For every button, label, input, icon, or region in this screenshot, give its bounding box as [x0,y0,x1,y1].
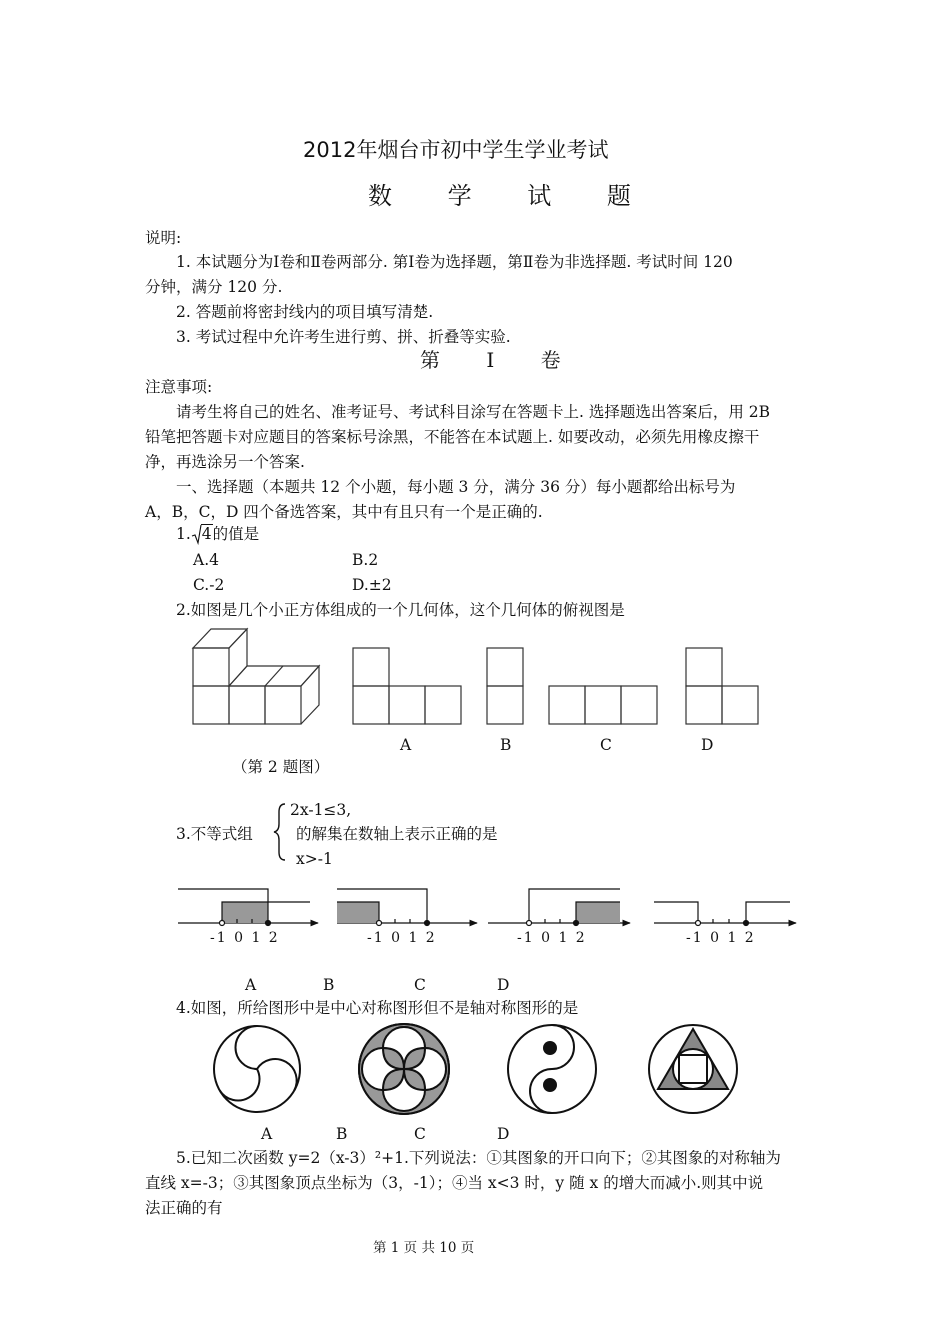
q3-prefix: 3.不等式组 [176,825,253,843]
page-footer: 第 1 页 共 10 页 [373,1240,475,1256]
q3-axis-ticks-c: -1 0 1 2 [517,930,587,946]
part1-line-2: A，B，C，D 四个备选答案，其中有且只有一个是正确的. [145,503,543,521]
page-title: 2012年烟台市初中学生学业考试 [303,138,609,162]
intro-heading: 说明: [145,229,182,247]
q1-prefix: 1. [176,525,191,543]
q1-option-d: D.±2 [352,576,392,594]
page-subtitle: 数 学 试 题 [368,182,655,210]
q3-label-a: A [245,976,257,994]
q2-label-c: C [600,736,612,754]
q1-option-c: C.-2 [193,576,225,594]
notice-line-2: 铅笔把答题卡对应题目的答案标号涂黑，不能答在本试题上. 如要改动，必须先用橡皮擦干 [145,428,760,446]
section-title: 第 Ⅰ 卷 [420,348,581,372]
q5-line-3: 法正确的有 [145,1199,223,1217]
q3-axis-ticks-d: -1 0 1 2 [686,930,756,946]
q5-line-1: 5.已知二次函数 y=2（x-3）²+1.下列说法：①其图象的开口向下；②其图象的对称轴为 [176,1149,781,1167]
q1-suffix: 的值是 [212,525,260,543]
q2-label-d: D [701,736,714,754]
q4-option-c-figure [508,1025,596,1113]
intro-item-1: 1. 本试题分为Ⅰ卷和Ⅱ卷两部分. 第Ⅰ卷为选择题，第Ⅱ卷为非选择题. 考试时间 120 [176,253,733,271]
intro-item-1-cont: 分钟，满分 120 分. [145,278,283,296]
notice-line-3: 净，再选涂另一个答案. [145,453,305,471]
q4-option-b-figure [359,1024,449,1114]
q2-label-b: B [500,736,512,754]
intro-item-2: 2. 答题前将密封线内的项目填写清楚. [176,303,434,321]
q3-suffix: 的解集在数轴上表示正确的是 [296,825,498,843]
notice-line-1: 请考生将自己的姓名、准考证号、考试科目涂写在答题卡上. 选择题选出答案后，用 2B [176,403,771,421]
q4-option-d-figure [649,1025,737,1113]
intro-item-3: 3. 考试过程中允许考生进行剪、拼、折叠等实验. [176,328,511,346]
q4-label-d: D [497,1125,510,1143]
q3-label-c: C [414,976,426,994]
q1-option-a: A.4 [193,551,219,569]
q4-option-a-figure [214,1026,300,1112]
q4-label-c: C [414,1125,426,1143]
q4-stem: 4.如图，所给图形中是中心对称图形但不是轴对称图形的是 [176,999,579,1017]
notice-heading: 注意事项: [145,378,213,396]
q3-axis-ticks-b: -1 0 1 2 [367,930,437,946]
q3-label-d: D [497,976,510,994]
q2-stem: 2.如图是几个小正方体组成的一个几何体，这个几何体的俯视图是 [176,601,625,619]
q2-caption: （第 2 题图） [232,758,330,776]
q3-inequality-2: x>-1 [296,850,333,868]
q4-label-b: B [336,1125,348,1143]
q3-axis-ticks-a: -1 0 1 2 [210,930,280,946]
part1-line-1: 一、选择题（本题共 12 个小题，每小题 3 分，满分 36 分）每小题都给出标号为 [176,478,736,496]
q3-inequality-1: 2x-1≤3, [290,801,352,819]
q4-label-a: A [261,1125,273,1143]
q1-option-b: B.2 [352,551,379,569]
q2-label-a: A [400,736,412,754]
q3-label-b: B [323,976,335,994]
q1-radicand: 4 [201,525,212,543]
q5-line-2: 直线 x=-3；③其图象顶点坐标为（3，-1）；④当 x<3 时，y 随 x 的增大而减小.则其中说 [145,1174,764,1192]
